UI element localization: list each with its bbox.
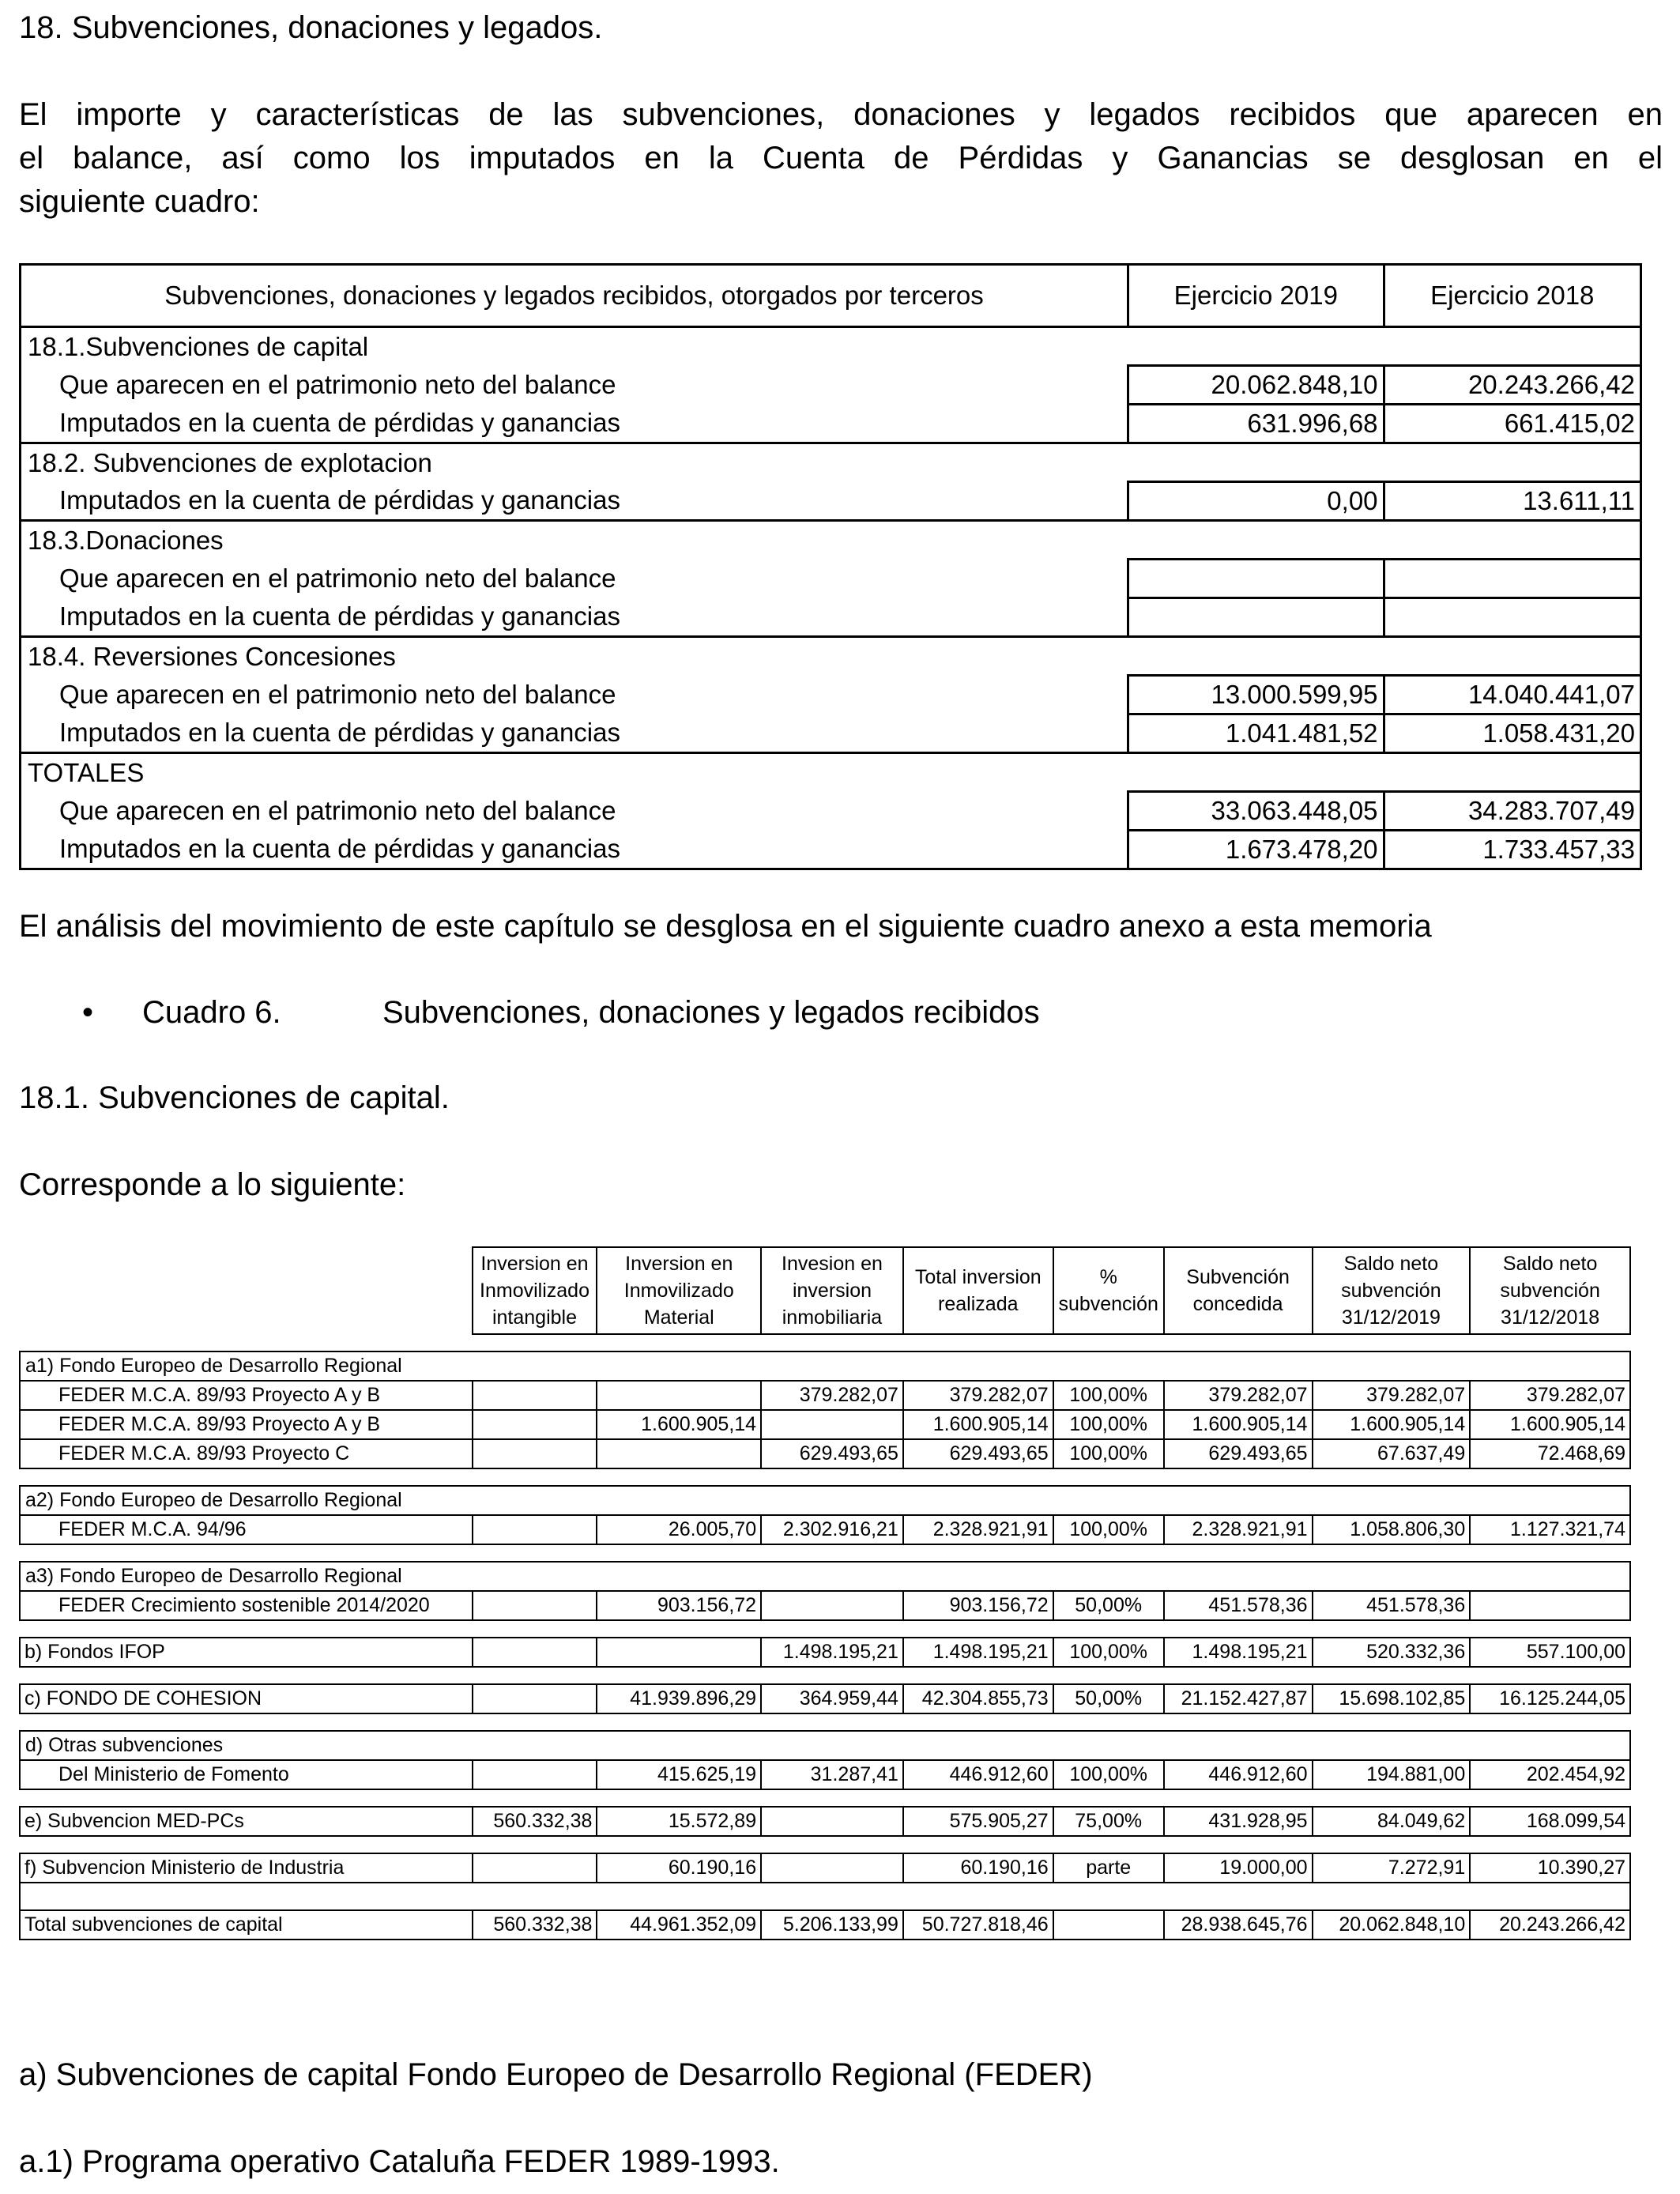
capital-value-cell: 50.727.818,46	[903, 1910, 1053, 1940]
summary-value-2019: 0,00	[1128, 482, 1384, 521]
summary-item-row	[21, 831, 1641, 869]
capital-value-cell: 451.578,36	[1313, 1591, 1471, 1620]
capital-value-cell: 1.600.905,14	[1164, 1410, 1313, 1439]
capital-value-cell: 21.152.427,87	[1164, 1684, 1313, 1713]
intro-paragraph	[19, 93, 1663, 224]
capital-value-cell: 84.049,62	[1313, 1807, 1471, 1836]
spacer-row	[20, 1667, 1630, 1684]
capital-header-cell: Inversion en Inmovilizado intangible	[473, 1247, 597, 1334]
summary-header-cell: Ejercicio 2019	[1128, 265, 1384, 327]
intro-line-1: El importe y características de las subvenciones, donaciones y legados recibidos que aparecen en	[19, 97, 1663, 132]
capital-data-row	[20, 1591, 1630, 1620]
spacer-row	[20, 1883, 1630, 1910]
capital-value-cell: 20.062.848,10	[1313, 1910, 1471, 1940]
summary-group-row	[21, 327, 1641, 366]
intro-line-3: siguiente cuadro:	[19, 184, 260, 219]
capital-value-cell: 520.332,36	[1313, 1638, 1471, 1667]
summary-value-2019: 33.063.448,05	[1128, 792, 1384, 831]
capital-value-cell	[597, 1439, 761, 1468]
summary-group-row	[21, 637, 1641, 676]
summary-item-row	[21, 714, 1641, 753]
summary-value-2019: 13.000.599,95	[1128, 676, 1384, 714]
summary-blank-cell	[1384, 521, 1640, 560]
capital-value-cell: 1.600.905,14	[903, 1410, 1053, 1439]
capital-group-title-row	[20, 1351, 1630, 1381]
spacer-row	[20, 1620, 1630, 1638]
capital-row-label: Del Ministerio de Fomento	[20, 1760, 473, 1789]
capital-value-cell: 28.938.645,76	[1164, 1910, 1313, 1940]
capital-value-cell: 7.272,91	[1313, 1853, 1471, 1883]
capital-value-cell: 903.156,72	[597, 1591, 761, 1620]
capital-data-row	[20, 1410, 1630, 1439]
capital-group-title-row	[20, 1486, 1630, 1515]
bullet-text: Subvenciones, donaciones y legados recibidos	[382, 995, 1040, 1030]
capital-value-cell: 100,00%	[1053, 1638, 1164, 1667]
capital-value-cell	[473, 1684, 597, 1713]
capital-value-cell	[473, 1760, 597, 1789]
capital-group-title: a1) Fondo Europeo de Desarrollo Regional	[20, 1351, 1630, 1381]
summary-header-cell: Subvenciones, donaciones y legados recibidos, otorgados por terceros	[21, 265, 1128, 327]
capital-value-cell: 67.637,49	[1313, 1439, 1471, 1468]
capital-value-cell	[761, 1591, 903, 1620]
summary-blank-cell	[1128, 521, 1384, 560]
capital-value-cell: 19.000,00	[1164, 1853, 1313, 1883]
capital-data-row	[20, 1381, 1630, 1410]
spacer-row	[20, 1789, 1630, 1807]
capital-value-cell: 100,00%	[1053, 1439, 1164, 1468]
capital-data-row	[20, 1684, 1630, 1713]
capital-value-cell: 100,00%	[1053, 1381, 1164, 1410]
capital-group-title-row	[20, 1562, 1630, 1591]
capital-subsidies-table	[19, 1246, 1631, 1940]
capital-value-cell: 31.287,41	[761, 1760, 903, 1789]
capital-value-cell: 50,00%	[1053, 1591, 1164, 1620]
capital-group-title-row	[20, 1731, 1630, 1760]
capital-value-cell: 1.600.905,14	[597, 1410, 761, 1439]
spacer-cell	[20, 1544, 1630, 1562]
capital-value-cell: 575.905,27	[903, 1807, 1053, 1836]
capital-value-cell: 100,00%	[1053, 1760, 1164, 1789]
capital-value-cell: 10.390,27	[1470, 1853, 1630, 1883]
summary-row-label: TOTALES	[21, 753, 1128, 792]
capital-value-cell: 1.600.905,14	[1470, 1410, 1630, 1439]
summary-blank-cell	[1384, 443, 1640, 482]
summary-blank-cell	[1384, 327, 1640, 366]
summary-value-2019: 631.996,68	[1128, 405, 1384, 443]
capital-value-cell: 415.625,19	[597, 1760, 761, 1789]
capital-value-cell: 5.206.133,99	[761, 1910, 903, 1940]
capital-value-cell: 75,00%	[1053, 1807, 1164, 1836]
capital-value-cell: 364.959,44	[761, 1684, 903, 1713]
summary-row-label: 18.3.Donaciones	[21, 521, 1128, 560]
capital-value-cell: 446.912,60	[1164, 1760, 1313, 1789]
capital-row-label: FEDER M.C.A. 94/96	[20, 1515, 473, 1544]
capital-value-cell	[473, 1591, 597, 1620]
capital-row-label: e) Subvencion MED-PCs	[20, 1807, 473, 1836]
capital-row-label: Total subvenciones de capital	[20, 1910, 473, 1940]
capital-value-cell: 26.005,70	[597, 1515, 761, 1544]
capital-value-cell	[761, 1807, 903, 1836]
capital-value-cell: 379.282,07	[1164, 1381, 1313, 1410]
spacer-row	[20, 1836, 1630, 1853]
capital-value-cell	[473, 1410, 597, 1439]
capital-value-cell: 1.498.195,21	[761, 1638, 903, 1667]
capital-value-cell: 100,00%	[1053, 1410, 1164, 1439]
footer-heading-1: a) Subvenciones de capital Fondo Europeo de Desarrollo Regional (FEDER)	[19, 2057, 1093, 2092]
summary-value-2018: 1.733.457,33	[1384, 831, 1640, 869]
capital-header-cell: % subvención	[1053, 1247, 1164, 1334]
spacer-row	[20, 1468, 1630, 1486]
spacer-row	[20, 1334, 1630, 1351]
summary-value-2018	[1384, 560, 1640, 598]
capital-row-label: FEDER M.C.A. 89/93 Proyecto A y B	[20, 1381, 473, 1410]
summary-group-row	[21, 753, 1641, 792]
spacer-row	[20, 1713, 1630, 1731]
summary-value-2019	[1128, 560, 1384, 598]
summary-item-row	[21, 676, 1641, 714]
summary-header-row	[21, 265, 1641, 327]
capital-value-cell: 100,00%	[1053, 1515, 1164, 1544]
summary-table	[19, 263, 1642, 870]
capital-row-label: FEDER M.C.A. 89/93 Proyecto A y B	[20, 1410, 473, 1439]
summary-item-row	[21, 598, 1641, 637]
capital-value-cell: 379.282,07	[903, 1381, 1053, 1410]
capital-value-cell	[473, 1515, 597, 1544]
summary-value-2018: 661.415,02	[1384, 405, 1640, 443]
capital-value-cell: 557.100,00	[1470, 1638, 1630, 1667]
capital-value-cell	[473, 1439, 597, 1468]
summary-row-label: 18.2. Subvenciones de explotacion	[21, 443, 1128, 482]
summary-value-2018: 34.283.707,49	[1384, 792, 1640, 831]
capital-value-cell: 41.939.896,29	[597, 1684, 761, 1713]
capital-value-cell: 2.328.921,91	[903, 1515, 1053, 1544]
capital-value-cell: 20.243.266,42	[1470, 1910, 1630, 1940]
spacer-cell	[20, 1468, 1630, 1486]
capital-header-cell: Inversion en Inmovilizado Material	[597, 1247, 761, 1334]
capital-value-cell: 44.961.352,09	[597, 1910, 761, 1940]
capital-value-cell: 60.190,16	[903, 1853, 1053, 1883]
capital-value-cell: 1.600.905,14	[1313, 1410, 1471, 1439]
summary-blank-cell	[1384, 753, 1640, 792]
capital-value-cell: 1.058.806,30	[1313, 1515, 1471, 1544]
summary-value-2019: 1.041.481,52	[1128, 714, 1384, 753]
analysis-text: El análisis del movimiento de este capítulo se desglosa en el siguiente cuadro anexo a esta memoria	[19, 909, 1432, 944]
capital-value-cell	[473, 1381, 597, 1410]
spacer-cell	[20, 1789, 1630, 1807]
summary-value-2018: 14.040.441,07	[1384, 676, 1640, 714]
capital-data-row	[20, 1439, 1630, 1468]
summary-item-row	[21, 405, 1641, 443]
capital-value-cell: 431.928,95	[1164, 1807, 1313, 1836]
summary-row-label: Imputados en la cuenta de pérdidas y ganancias	[21, 405, 1128, 443]
spacer-cell	[20, 1713, 1630, 1731]
summary-blank-cell	[1128, 443, 1384, 482]
summary-blank-cell	[1128, 327, 1384, 366]
summary-row-label: Imputados en la cuenta de pérdidas y ganancias	[21, 598, 1128, 637]
summary-group-row	[21, 443, 1641, 482]
summary-value-2019: 20.062.848,10	[1128, 366, 1384, 405]
capital-value-cell: 903.156,72	[903, 1591, 1053, 1620]
capital-header-cell: Saldo neto subvención 31/12/2019	[1313, 1247, 1471, 1334]
summary-row-label: Imputados en la cuenta de pérdidas y ganancias	[21, 831, 1128, 869]
summary-header-cell: Ejercicio 2018	[1384, 265, 1640, 327]
summary-row-label: Imputados en la cuenta de pérdidas y ganancias	[21, 482, 1128, 521]
summary-blank-cell	[1128, 637, 1384, 676]
capital-row-label: FEDER M.C.A. 89/93 Proyecto C	[20, 1439, 473, 1468]
capital-value-cell: 202.454,92	[1470, 1760, 1630, 1789]
summary-row-label: Que aparecen en el patrimonio neto del balance	[21, 560, 1128, 598]
capital-value-cell: 42.304.855,73	[903, 1684, 1053, 1713]
capital-data-row	[20, 1515, 1630, 1544]
summary-row-label: 18.4. Reversiones Concesiones	[21, 637, 1128, 676]
capital-value-cell: 72.468,69	[1470, 1439, 1630, 1468]
capital-value-cell: 168.099,54	[1470, 1807, 1630, 1836]
capital-value-cell: 446.912,60	[903, 1760, 1053, 1789]
capital-header-cell: Saldo neto subvención 31/12/2018	[1470, 1247, 1630, 1334]
summary-blank-cell	[1384, 637, 1640, 676]
capital-value-cell: 1.127.321,74	[1470, 1515, 1630, 1544]
capital-group-title: a3) Fondo Europeo de Desarrollo Regional	[20, 1562, 1630, 1591]
spacer-cell	[20, 1334, 1630, 1351]
capital-value-cell	[761, 1853, 903, 1883]
summary-item-row	[21, 366, 1641, 405]
corresponde-text: Corresponde a lo siguiente:	[19, 1167, 406, 1202]
capital-value-cell: 1.498.195,21	[1164, 1638, 1313, 1667]
capital-header-cell: Total inversion realizada	[903, 1247, 1053, 1334]
bullet-label: Cuadro 6.	[142, 995, 281, 1030]
capital-data-row	[20, 1853, 1630, 1883]
capital-value-cell: 629.493,65	[903, 1439, 1053, 1468]
capital-value-cell	[473, 1853, 597, 1883]
spacer-cell	[20, 1667, 1630, 1684]
capital-row-label: c) FONDO DE COHESION	[20, 1684, 473, 1713]
spacer-cell	[20, 1620, 1630, 1638]
capital-group-title: d) Otras subvenciones	[20, 1731, 1630, 1760]
summary-value-2019	[1128, 598, 1384, 637]
capital-data-row	[20, 1638, 1630, 1667]
capital-value-cell: 15.572,89	[597, 1807, 761, 1836]
sub-heading: 18.1. Subvenciones de capital.	[19, 1080, 450, 1115]
summary-value-2019: 1.673.478,20	[1128, 831, 1384, 869]
capital-header-row	[20, 1247, 1630, 1334]
capital-value-cell: 629.493,65	[1164, 1439, 1313, 1468]
summary-value-2018: 13.611,11	[1384, 482, 1640, 521]
capital-header-cell: Subvención concedida	[1164, 1247, 1313, 1334]
summary-row-label: 18.1.Subvenciones de capital	[21, 327, 1128, 366]
capital-value-cell: 451.578,36	[1164, 1591, 1313, 1620]
capital-value-cell: 629.493,65	[761, 1439, 903, 1468]
capital-value-cell	[1053, 1910, 1164, 1940]
capital-value-cell: 2.302.916,21	[761, 1515, 903, 1544]
summary-value-2018: 1.058.431,20	[1384, 714, 1640, 753]
capital-row-label: FEDER Crecimiento sostenible 2014/2020	[20, 1591, 473, 1620]
capital-data-row	[20, 1760, 1630, 1789]
bullet-dot: •	[82, 995, 94, 1030]
capital-value-cell: 379.282,07	[761, 1381, 903, 1410]
capital-header-empty	[20, 1247, 473, 1334]
capital-value-cell	[1470, 1591, 1630, 1620]
capital-total-row	[20, 1910, 1630, 1940]
capital-value-cell: 1.498.195,21	[903, 1638, 1053, 1667]
summary-item-row	[21, 560, 1641, 598]
bullet-item	[82, 991, 1040, 1035]
capital-value-cell: 379.282,07	[1313, 1381, 1471, 1410]
summary-value-2018	[1384, 598, 1640, 637]
capital-row-label: b) Fondos IFOP	[20, 1638, 473, 1667]
summary-row-label: Que aparecen en el patrimonio neto del balance	[21, 792, 1128, 831]
capital-value-cell	[597, 1381, 761, 1410]
capital-value-cell	[473, 1638, 597, 1667]
capital-value-cell: 379.282,07	[1470, 1381, 1630, 1410]
capital-value-cell	[597, 1638, 761, 1667]
spacer-row	[20, 1544, 1630, 1562]
capital-value-cell: 50,00%	[1053, 1684, 1164, 1713]
capital-data-row	[20, 1807, 1630, 1836]
capital-value-cell	[761, 1410, 903, 1439]
section-heading: 18. Subvenciones, donaciones y legados.	[19, 10, 603, 45]
capital-value-cell: 60.190,16	[597, 1853, 761, 1883]
summary-item-row	[21, 482, 1641, 521]
capital-value-cell: 560.332,38	[473, 1910, 597, 1940]
intro-line-2: el balance, así como los imputados en la Cuenta de Pérdidas y Ganancias se desglosan en el	[19, 141, 1663, 175]
summary-item-row	[21, 792, 1641, 831]
capital-value-cell: parte	[1053, 1853, 1164, 1883]
spacer-cell	[20, 1883, 1630, 1910]
capital-group-title: a2) Fondo Europeo de Desarrollo Regional	[20, 1486, 1630, 1515]
summary-row-label: Que aparecen en el patrimonio neto del balance	[21, 676, 1128, 714]
summary-row-label: Imputados en la cuenta de pérdidas y ganancias	[21, 714, 1128, 753]
summary-value-2018: 20.243.266,42	[1384, 366, 1640, 405]
capital-header-cell: Invesion en inversion inmobiliaria	[761, 1247, 903, 1334]
capital-value-cell: 560.332,38	[473, 1807, 597, 1836]
footer-heading-2: a.1) Programa operativo Cataluña FEDER 1989-1993.	[19, 2144, 780, 2179]
capital-value-cell: 15.698.102,85	[1313, 1684, 1471, 1713]
summary-group-row	[21, 521, 1641, 560]
summary-row-label: Que aparecen en el patrimonio neto del balance	[21, 366, 1128, 405]
capital-value-cell: 16.125.244,05	[1470, 1684, 1630, 1713]
capital-value-cell: 2.328.921,91	[1164, 1515, 1313, 1544]
capital-row-label: f) Subvencion Ministerio de Industria	[20, 1853, 473, 1883]
capital-value-cell: 194.881,00	[1313, 1760, 1471, 1789]
summary-blank-cell	[1128, 753, 1384, 792]
spacer-cell	[20, 1836, 1630, 1853]
